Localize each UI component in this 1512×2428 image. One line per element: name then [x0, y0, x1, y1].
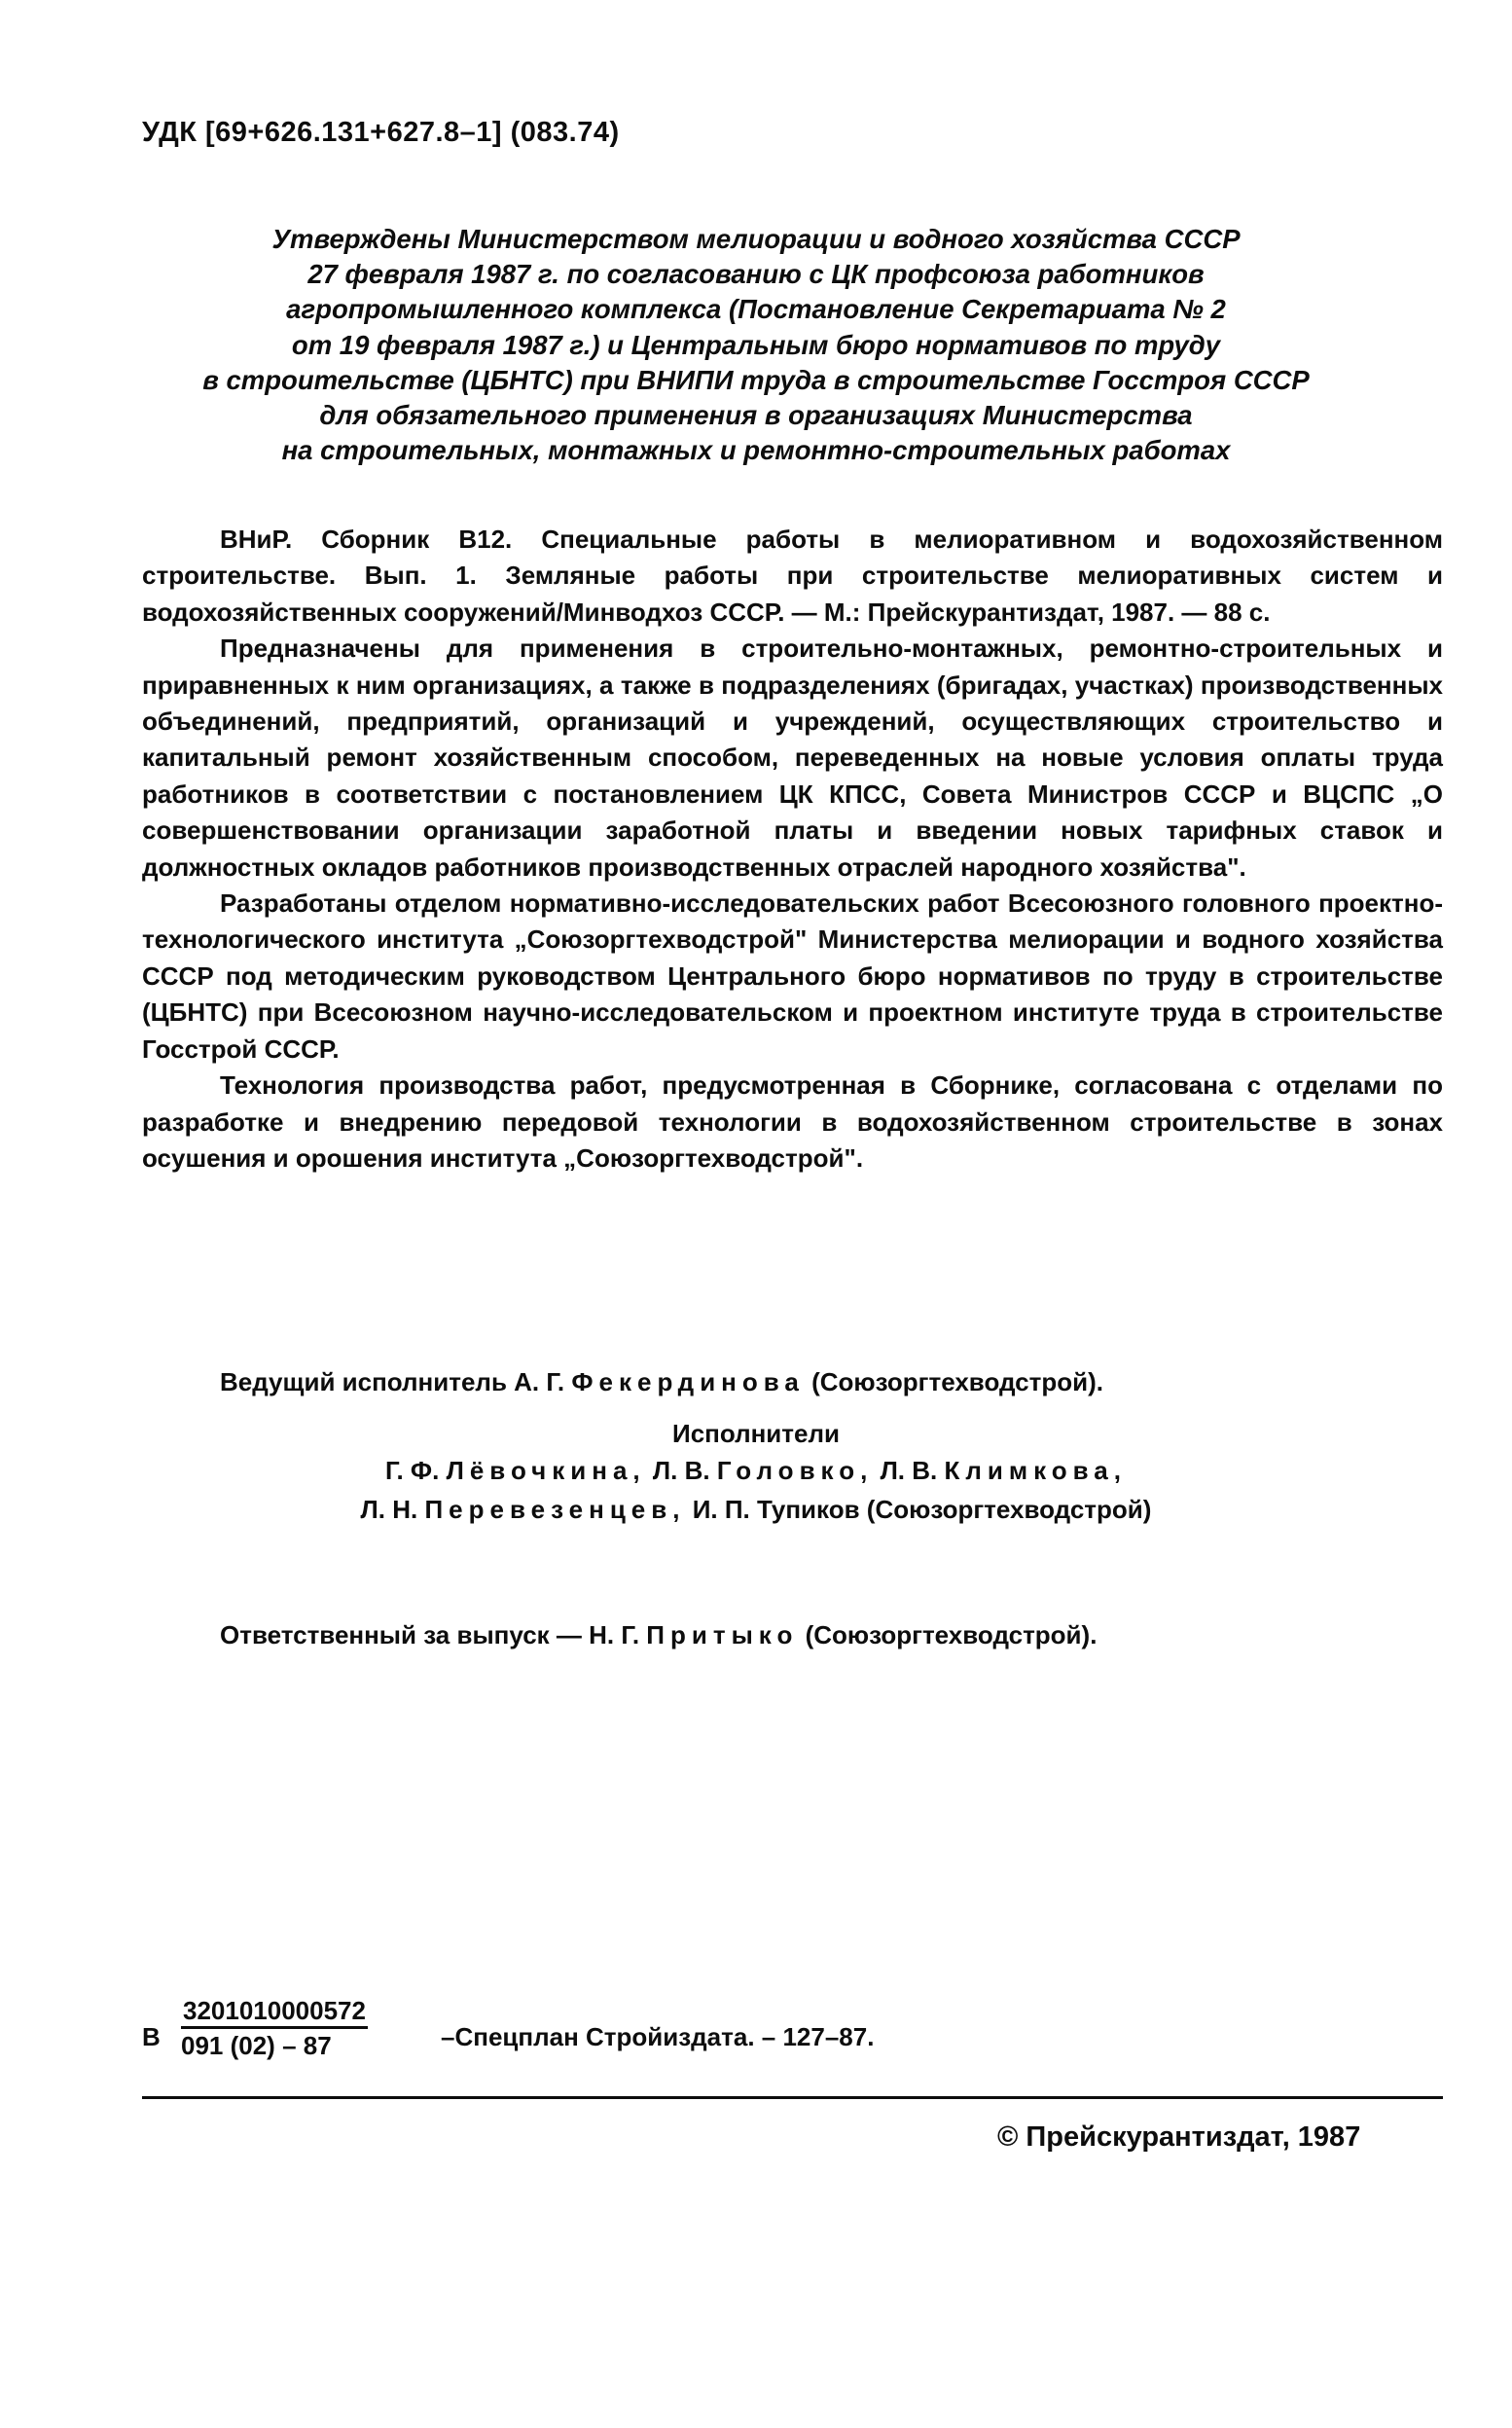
- responsible-org: (Союзоргтехводстрой).: [805, 1620, 1098, 1649]
- executor-name: И. П. Тупиков: [692, 1495, 860, 1524]
- executor-name: Перевезенцев,: [424, 1495, 686, 1524]
- copyright: © Прейскурантиздат, 1987: [997, 2121, 1361, 2153]
- technology-paragraph: Технология производства работ, предусмотренная в Сборнике, согласована с отделами по разработке и внедрению передовой технологии в водохозяйственном строительстве в зонах осушения и орошения института „Союзоргтехводстрой".: [142, 1070, 1443, 1173]
- responsible-name: Притыко: [646, 1620, 799, 1649]
- executor-name: Лёвочкина,: [446, 1456, 646, 1485]
- bibliographic-paragraph: ВНиР. Сборник В12. Специальные работы в мелиоративном и водохозяйственном строительстве. Вып. 1. Земляные работы при строительстве мелиоративных систем и водохозяйственных сооружений/Минводхоз СССР. — М.: Прейскурантиздат, 1987. — 88 с.: [142, 525, 1443, 627]
- initials: Л. В.: [652, 1456, 710, 1485]
- approval-line: от 19 февраля 1987 г.) и Центральным бюро нормативов по труду: [291, 329, 1221, 360]
- body-text: [142, 522, 1443, 1177]
- code-fraction: [181, 1995, 368, 2062]
- executors-line-1: [0, 1456, 1512, 1486]
- approval-line: в строительстве (ЦБНТС) при ВНИПИ труда в строительстве Госстроя СССР: [202, 364, 1310, 395]
- approval-line: 27 февраля 1987 г. по согласованию с ЦК профсоюза работников: [307, 259, 1205, 290]
- initials: Л. В.: [880, 1456, 938, 1485]
- executors-title: Исполнители: [672, 1419, 840, 1448]
- initials: Л. Н.: [360, 1495, 418, 1524]
- code-letter: В: [142, 2022, 161, 2051]
- code-publisher-plan: –Спецплан Стройиздата. – 127–87.: [441, 2022, 875, 2051]
- executor-name: Головко,: [716, 1456, 874, 1485]
- approval-line: для обязательного применения в организациях Министерства: [319, 400, 1193, 431]
- responsible-prefix: Ответственный за выпуск — Н. Г.: [220, 1620, 640, 1649]
- code-numerator: 3201010000572: [181, 1995, 368, 2029]
- horizontal-rule: [142, 2096, 1443, 2099]
- approval-line: на строительных, монтажных и ремонтно-строительных работах: [281, 435, 1231, 466]
- approval-block: [195, 222, 1317, 468]
- approval-line: Утверждены Министерством мелиорации и водного хозяйства СССР: [271, 224, 1241, 254]
- approval-line: агропромышленного комплекса (Постановление Секретариата № 2: [286, 294, 1226, 325]
- lead-executor-org: (Союзоргтехводстрой).: [811, 1367, 1103, 1396]
- lead-executor: [220, 1367, 1103, 1397]
- executor-name: Климкова,: [944, 1456, 1127, 1485]
- executors-org: (Союзоргтехводстрой): [866, 1495, 1152, 1524]
- initials: Г. Ф.: [385, 1456, 440, 1485]
- lead-executor-name: Фекердинова: [571, 1367, 805, 1396]
- code-denominator: 091 (02) – 87: [181, 2031, 332, 2060]
- developers-paragraph: Разработаны отделом нормативно-исследовательских работ Всесоюзного головного проектно-технологического института „Союзоргтехводстрой" Министерства мелиорации и водного хозяйства СССР под методическим руководством Центрального бюро нормативов по труду в строительстве (ЦБНТС) при Всесоюзном научно-исследовательском и проектном институте труда в строительстве Госстрой СССР.: [142, 888, 1443, 1064]
- udc-code: УДК [69+626.131+627.8–1] (083.74): [142, 117, 620, 148]
- lead-executor-prefix: Ведущий исполнитель А. Г.: [220, 1367, 565, 1396]
- responsible-line: [220, 1620, 1097, 1650]
- purpose-paragraph: Предназначены для применения в строительно-монтажных, ремонтно-строительных и приравненных к ним организациях, а также в подразделениях (бригадах, участках) производственных объединений, предприятий, организаций и учреждений, осуществляющих строительство и капитальный ремонт хозяйственным способом, переведенных на новые условия оплаты труда работников в соответствии с постановлением ЦК КПСС, Совета Министров СССР и ВЦСПС „О совершенствовании организации заработной платы и введении новых тарифных ставок и должностных окладов работников производственных отраслей народного хозяйства".: [142, 634, 1443, 882]
- executors-line-2: [0, 1495, 1512, 1525]
